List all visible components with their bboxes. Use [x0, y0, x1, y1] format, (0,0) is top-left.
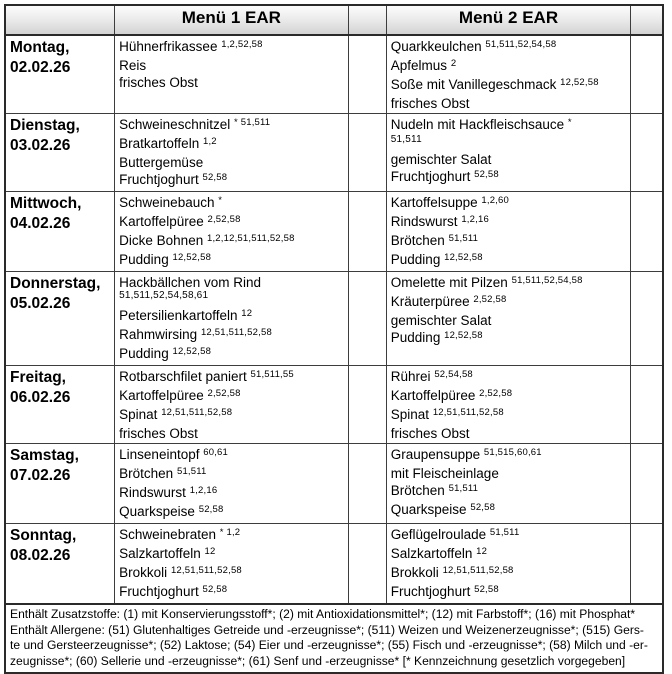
dish-name: Linseneintopf — [119, 447, 200, 462]
dish-line — [119, 503, 344, 522]
footnote-numbers: 12,51,511,52,58 — [200, 327, 272, 338]
dish-line — [391, 168, 627, 187]
day-name: Mittwoch, — [10, 195, 82, 212]
dish-name: frisches Obst — [119, 426, 198, 441]
footnote-numbers: 1,2,52,58 — [221, 39, 263, 50]
footnote-numbers: 1,2,12,51,511,52,58 — [206, 233, 295, 244]
dish-name: Kartoffelpüree — [390, 388, 476, 403]
footnote-numbers: * 51,511 — [233, 117, 271, 128]
footnote-numbers: 51,515,60,61 — [483, 447, 542, 458]
day-name: Sonntag, — [10, 527, 77, 544]
dish-line — [119, 387, 344, 406]
footnote-numbers: 52,54,58 — [434, 369, 473, 380]
menu2-cell — [386, 366, 630, 444]
footnote-numbers: 12,52,58 — [444, 330, 483, 341]
footnote-numbers: 12,52,58 — [560, 77, 599, 88]
dish-name: Rührei — [390, 369, 431, 384]
footnote-numbers: 12,52,58 — [444, 252, 483, 263]
dish-line — [391, 312, 627, 329]
footnote-numbers: 12,51,511,52,58 — [432, 407, 504, 418]
day-row — [5, 524, 663, 605]
header-row — [5, 5, 663, 35]
day-name: Dienstag, — [10, 117, 80, 134]
day-cell — [5, 114, 115, 192]
footnote-numbers: 12,52,58 — [172, 252, 212, 263]
legend-line: Enthält Allergene: (51) Glutenhaltiges Getreide und -erzeugnisse*; (511) Weizen und Weizenerzeugnisse*; (515) Gers- — [10, 622, 644, 637]
dish-line — [391, 387, 627, 406]
dish-name: Brötchen — [390, 233, 445, 248]
dish-name: Fruchtjoghurt — [119, 172, 199, 187]
dish-line — [391, 368, 627, 387]
menu2-cell — [386, 114, 630, 192]
footnote-numbers: 12,51,511,52,58 — [161, 407, 233, 418]
spacer-cell-right — [631, 114, 663, 192]
dish-name: gemischter Salat — [390, 152, 492, 167]
dish-name: Nudeln mit Hackfleischsauce — [390, 117, 565, 132]
footnote-numbers: 51,511,52,54,58 — [485, 39, 557, 50]
dish-line — [119, 135, 344, 154]
dish-name: Fruchtjoghurt — [119, 584, 199, 599]
menu2-cell — [386, 272, 630, 366]
footnote-numbers: 1,2 — [202, 136, 217, 147]
footnote-numbers: 1,2,16 — [189, 485, 218, 496]
spacer-column-header — [348, 5, 386, 35]
footnote-numbers: 12 — [476, 546, 488, 557]
footnote-numbers: 12,51,511,52,58 — [170, 565, 242, 576]
menu2-column-header: Menü 2 EAR — [386, 5, 630, 35]
dish-name: Pudding — [119, 252, 169, 267]
legend-line: zeugnisse*; (60) Sellerie und -erzeugnisse*; (61) Senf und -erzeugnisse* [* Kennzeichnung gesetzlich vorgegeben] — [10, 653, 626, 668]
menu-table-header — [5, 5, 663, 35]
day-cell — [5, 35, 115, 114]
dish-name: Quarkspeise — [119, 504, 195, 519]
day-column-header — [5, 5, 115, 35]
day-date: 03.02.26 — [10, 137, 71, 154]
dish-line — [391, 526, 627, 545]
dish-name: Salzkartoffeln — [390, 546, 473, 561]
dish-name: Spinat — [390, 407, 430, 422]
dish-name: frisches Obst — [119, 75, 198, 90]
dish-name: Petersilienkartoffeln — [119, 308, 238, 323]
spacer-cell — [348, 114, 386, 192]
dish-line — [119, 213, 344, 232]
dish-line — [391, 293, 627, 312]
dish-name: Rindswurst — [390, 214, 458, 229]
footnote-numbers: * — [218, 195, 223, 206]
dish-line — [391, 583, 627, 602]
dish-line — [391, 465, 627, 482]
day-name: Montag, — [10, 39, 70, 56]
dish-line — [391, 194, 627, 213]
legend-cell — [5, 604, 663, 673]
day-date: 02.02.26 — [10, 59, 71, 76]
dish-line — [391, 482, 627, 501]
day-date: 07.02.26 — [10, 467, 71, 484]
dish-line — [119, 251, 344, 270]
footnote-numbers: 52,58 — [474, 169, 499, 180]
dish-line — [119, 583, 344, 602]
day-cell — [5, 444, 115, 524]
footnote-numbers: 51,511,52,54,58 — [511, 275, 583, 286]
dish-name: Graupensuppe — [390, 447, 481, 462]
menu-table-footer — [5, 604, 663, 673]
dish-name: Hühnerfrikassee — [119, 39, 218, 54]
footnote-numbers: 52,58 — [202, 172, 228, 183]
dish-name: Hackbällchen vom Rind — [119, 275, 261, 290]
spacer-cell-right — [631, 444, 663, 524]
dish-name: frisches Obst — [390, 96, 470, 111]
dish-line — [119, 406, 344, 425]
day-cell — [5, 366, 115, 444]
footnote-numbers: 1,2,16 — [461, 214, 489, 225]
spacer-cell — [348, 366, 386, 444]
dish-name: Brötchen — [119, 466, 174, 481]
footnote-numbers: 52,58 — [202, 584, 228, 595]
day-date: 06.02.26 — [10, 389, 71, 406]
footnote-numbers: 52,58 — [474, 584, 499, 595]
dish-line — [119, 545, 344, 564]
menu2-cell — [386, 524, 630, 605]
dish-name: Schweinebraten — [119, 527, 216, 542]
footnote-numbers: 12,52,58 — [172, 346, 212, 357]
dish-line — [119, 154, 344, 171]
day-date: 04.02.26 — [10, 215, 71, 232]
day-cell — [5, 272, 115, 366]
footnote-numbers: * 1,2 — [219, 527, 241, 538]
spacer-cell — [348, 35, 386, 114]
footnote-numbers: 2,52,58 — [479, 388, 513, 399]
dish-name: Brokkoli — [119, 565, 168, 580]
footnote-numbers: * — [567, 117, 572, 128]
footnote-numbers: 51,511 — [176, 466, 207, 477]
day-name: Donnerstag, — [10, 275, 101, 292]
menu1-cell — [115, 366, 348, 444]
dish-name: Brötchen — [390, 483, 445, 498]
dish-line — [119, 326, 344, 345]
footnote-numbers-line: 51,511,52,54,58,61 — [119, 290, 209, 301]
dish-name: frisches Obst — [390, 426, 470, 441]
dish-line — [119, 171, 344, 190]
dish-line — [391, 564, 627, 583]
dish-line — [119, 74, 344, 91]
spacer-cell-right — [631, 35, 663, 114]
dish-name: Rahmwirsing — [119, 327, 198, 342]
footnote-numbers: 51,511 — [489, 527, 520, 538]
dish-name: Reis — [119, 58, 147, 73]
spacer-column-header-right — [631, 5, 663, 35]
footnote-numbers: 51,511 — [448, 483, 479, 494]
spacer-cell — [348, 524, 386, 605]
dish-line — [391, 501, 627, 520]
day-row — [5, 192, 663, 272]
day-cell — [5, 524, 115, 605]
dish-line — [391, 213, 627, 232]
dish-name: Schweinebauch — [119, 195, 215, 210]
dish-name: Rotbarschfilet paniert — [119, 369, 247, 384]
day-name: Freitag, — [10, 369, 66, 386]
dish-name: gemischter Salat — [390, 313, 492, 328]
dish-line — [119, 194, 344, 213]
dish-name: Kartoffelsuppe — [390, 195, 478, 210]
dish-line — [119, 526, 344, 545]
day-date: 08.02.26 — [10, 547, 71, 564]
day-row — [5, 114, 663, 192]
dish-line — [391, 425, 627, 442]
dish-line — [391, 446, 627, 465]
menu1-column-header: Menü 1 EAR — [115, 5, 348, 35]
dish-name: Quarkspeise — [390, 502, 467, 517]
dish-line — [119, 368, 344, 387]
dish-name: mit Fleischeinlage — [390, 466, 499, 481]
footnote-numbers: 51,511 — [448, 233, 479, 244]
dish-name: Fruchtjoghurt — [390, 169, 471, 184]
footnote-numbers: 2 — [450, 58, 457, 69]
day-row — [5, 272, 663, 366]
dish-name: Pudding — [119, 346, 169, 361]
dish-name: Soße mit Vanillegeschmack — [390, 77, 557, 92]
menu-table-body — [5, 35, 663, 604]
dish-line — [119, 425, 344, 442]
dish-line — [391, 545, 627, 564]
dish-line — [119, 345, 344, 364]
footnote-numbers: 60,61 — [203, 447, 229, 458]
dish-name: Quarkkeulchen — [390, 39, 482, 54]
menu1-cell — [115, 272, 348, 366]
legend-line: te und Gersteerzeugnisse*; (52) Laktose; (54) Eier und -erzeugnisse*; (55) Fisch und -erzeugnisse*; (58) Milch und -er- — [10, 638, 648, 653]
dish-line — [391, 251, 627, 270]
menu1-cell — [115, 35, 348, 114]
dish-name: Geflügelroulade — [390, 527, 487, 542]
dish-line — [391, 232, 627, 251]
spacer-cell — [348, 272, 386, 366]
spacer-cell-right — [631, 272, 663, 366]
spacer-cell — [348, 444, 386, 524]
menu-table — [4, 4, 664, 674]
footnote-numbers: 52,58 — [198, 504, 224, 515]
menu2-cell — [386, 35, 630, 114]
dish-line — [119, 307, 344, 326]
dish-line — [119, 484, 344, 503]
footnote-numbers: 12,51,511,52,58 — [442, 565, 514, 576]
dish-line — [391, 95, 627, 112]
dish-name: Dicke Bohnen — [119, 233, 204, 248]
spacer-cell-right — [631, 192, 663, 272]
dish-line — [119, 57, 344, 74]
dish-line — [119, 446, 344, 465]
dish-line — [391, 38, 627, 57]
dish-line — [391, 76, 627, 95]
dish-name: Apfelmus — [390, 58, 448, 73]
dish-line — [119, 38, 344, 57]
menu1-cell — [115, 444, 348, 524]
day-row — [5, 35, 663, 114]
dish-name: Pudding — [390, 330, 441, 345]
dish-name: Kräuterpüree — [390, 294, 470, 309]
dish-name: Salzkartoffeln — [119, 546, 201, 561]
dish-line — [391, 57, 627, 76]
dish-line — [119, 564, 344, 583]
day-cell — [5, 192, 115, 272]
footnote-numbers: 12 — [204, 546, 216, 557]
footnote-numbers: 52,58 — [470, 502, 496, 513]
footnote-numbers: 2,52,58 — [207, 388, 241, 399]
footnote-numbers: 2,52,58 — [473, 294, 507, 305]
day-date: 05.02.26 — [10, 295, 71, 312]
day-row — [5, 366, 663, 444]
dish-name: Bratkartoffeln — [119, 136, 200, 151]
footnote-numbers: 2,52,58 — [207, 214, 241, 225]
footnote-numbers-line: 51,511 — [390, 134, 422, 145]
dish-name: Kartoffelpüree — [119, 388, 204, 403]
footnote-numbers: 51,511,55 — [250, 369, 294, 380]
dish-name: Pudding — [390, 252, 441, 267]
day-row — [5, 444, 663, 524]
spacer-cell-right — [631, 524, 663, 605]
footnote-numbers: 12 — [241, 308, 253, 319]
dish-name: Spinat — [119, 407, 158, 422]
footnote-numbers: 1,2,60 — [481, 195, 509, 206]
dish-line — [119, 274, 344, 291]
menu2-cell — [386, 444, 630, 524]
menu2-cell — [386, 192, 630, 272]
dish-line — [119, 465, 344, 484]
dish-line — [391, 116, 627, 135]
dish-name: Omelette mit Pilzen — [390, 275, 508, 290]
dish-line — [391, 406, 627, 425]
dish-line — [391, 274, 627, 293]
spacer-cell-right — [631, 366, 663, 444]
dish-name: Fruchtjoghurt — [390, 584, 471, 599]
dish-name: Schweineschnitzel — [119, 117, 231, 132]
dish-name: Kartoffelpüree — [119, 214, 204, 229]
menu1-cell — [115, 114, 348, 192]
dish-name: Brokkoli — [390, 565, 439, 580]
legend-line: Enthält Zusatzstoffe: (1) mit Konservierungsstoff*; (2) mit Antioxidationsmittel*; (12) mit Farbstoff*; (16) mit Phosphat* — [10, 607, 636, 621]
dish-line — [119, 232, 344, 251]
dish-name: Buttergemüse — [119, 155, 204, 170]
menu1-cell — [115, 524, 348, 605]
menu1-cell — [115, 192, 348, 272]
legend-row — [5, 604, 663, 673]
day-name: Samstag, — [10, 447, 79, 464]
dish-line — [391, 329, 627, 348]
dish-line — [119, 116, 344, 135]
dish-line — [391, 151, 627, 168]
dish-name: Rindswurst — [119, 485, 186, 500]
spacer-cell — [348, 192, 386, 272]
